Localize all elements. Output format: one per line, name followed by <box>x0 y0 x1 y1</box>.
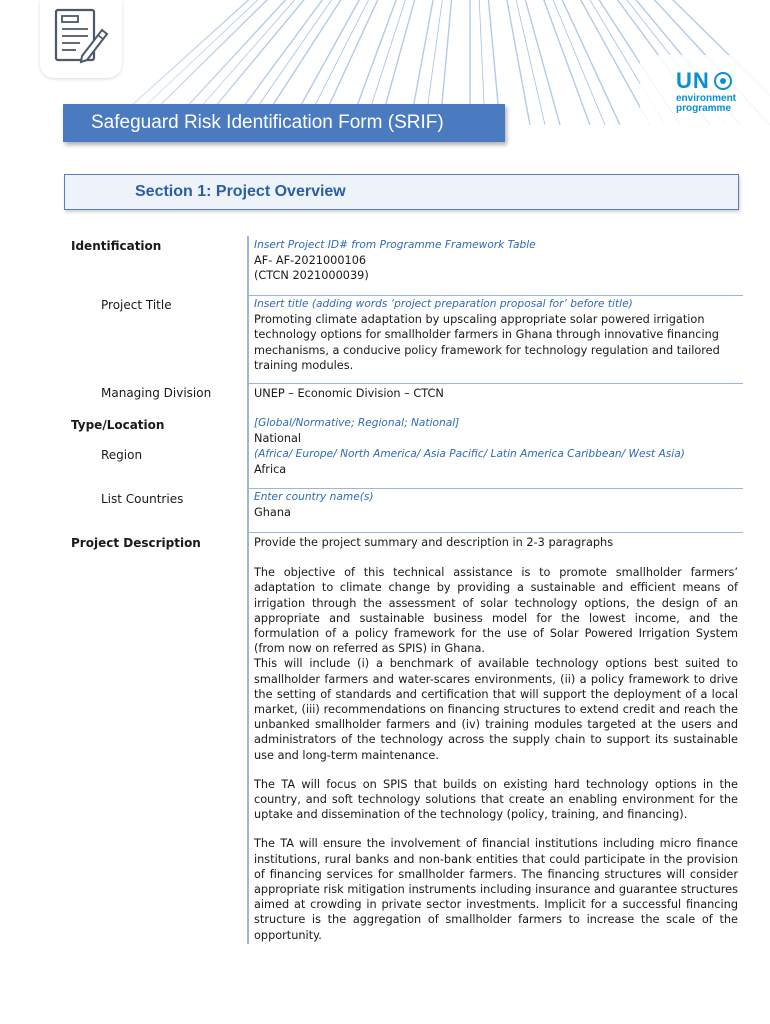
identification-hint: Insert Project ID# from Programme Framework Table <box>254 239 536 251</box>
form-icon-tile <box>40 0 122 78</box>
project-description-paragraph-2: This will include (i) a benchmark of available technology options best suited to smallholder farmers and water-scares environments, (ii) a policy framework to drive the setting of standards and certification that will support the deployment of a local market, (iii) recommendations on financing structures to extend credit and reach the unbanked smallholder farmers and (iv) training modules targeted at the users and administrators of the technology across the supply chain to support its sustainable use and long-term maintenance. <box>254 657 738 762</box>
label-identification: Identification <box>71 239 162 253</box>
label-project-title: Project Title <box>101 298 172 312</box>
type-location-value: National <box>254 432 302 446</box>
field-type-location <box>254 416 738 446</box>
project-description-paragraph-3: The TA will focus on SPIS that builds on existing hard technology options in the country, and soft technology solutions that create an enabling environment for the uptake and dissemination of the technology (policy, training, and financing). <box>254 777 738 822</box>
label-managing-division: Managing Division <box>101 386 212 400</box>
project-description-intro: Provide the project summary and description in 2-3 paragraphs <box>254 536 614 549</box>
project-title-value: Promoting climate adaptation by upscaling appropriate solar powered irrigation technology options for smallholder farmers in Ghana through innovative financing mechanisms, a conducive policy framework for technology regulation and tailored training modules. <box>254 313 720 372</box>
section-heading: Section 1: Project Overview <box>64 174 739 210</box>
project-description-paragraph-4: The TA will ensure the involvement of financial institutions including micro finance institutions, rural banks and non-bank entities that could participate in the provision of financing services for smallholder farmers. The financing structures will consider appropriate risk mitigation instruments including insurance and guarantee structures aimed at crowding in private sector investments. Implicit for a successful financing structure is the aggregation of smallholder farmers to increase the scale of the opportunity. <box>254 837 738 942</box>
logo-line1: environment <box>676 93 737 104</box>
field-region <box>254 447 738 477</box>
row-divider <box>247 532 743 533</box>
project-title-hint: Insert title (adding words ‘project preparation proposal for’ before title) <box>254 298 633 310</box>
list-countries-value: Ghana <box>254 506 291 520</box>
region-hint: (Africa/ Europe/ North America/ Asia Pacific/ Latin America Caribbean/ West Asia) <box>254 448 685 460</box>
region-value: Africa <box>254 463 287 477</box>
field-project-description <box>254 535 738 943</box>
logo-un-mark <box>676 68 756 94</box>
un-emblem-icon <box>714 72 732 90</box>
row-divider <box>247 383 743 384</box>
row-divider <box>247 295 743 296</box>
logo-un-text: UN <box>676 68 710 93</box>
logo-line2: programme <box>676 103 732 114</box>
column-divider <box>247 236 249 944</box>
field-project-title <box>254 297 738 373</box>
type-location-hint: [Global/Normative; Regional; National] <box>254 417 460 429</box>
form-title: Safeguard Risk Identification Form (SRIF) <box>63 104 505 142</box>
un-environment-logo <box>676 68 756 114</box>
managing-division-value: UNEP – Economic Division – CTCN <box>254 387 444 400</box>
label-region: Region <box>101 448 143 462</box>
label-project-description: Project Description <box>71 536 201 550</box>
row-divider <box>247 488 743 489</box>
project-description-paragraph-1: The objective of this technical assistance is to promote smallholder farmers’ adaptation to climate change by providing a sustainable and efficient means of irrigation through the assessment of solar technology options, the design of an appropriate and sustainable business model for the lowest income, and the formulation of a policy framework for the use of Solar Powered Irrigation System (from now on referred as SPIS) in Ghana. <box>254 566 738 656</box>
label-list-countries: List Countries <box>101 492 184 506</box>
form-pen-icon <box>52 6 110 70</box>
field-managing-division <box>254 386 738 401</box>
label-type-location: Type/Location <box>71 418 165 432</box>
list-countries-hint: Enter country name(s) <box>254 491 374 503</box>
identification-value-2: (CTCN 2021000039) <box>254 269 369 283</box>
identification-value-1: AF- AF-2021000106 <box>254 254 367 268</box>
field-identification <box>254 238 738 284</box>
field-list-countries <box>254 490 738 520</box>
